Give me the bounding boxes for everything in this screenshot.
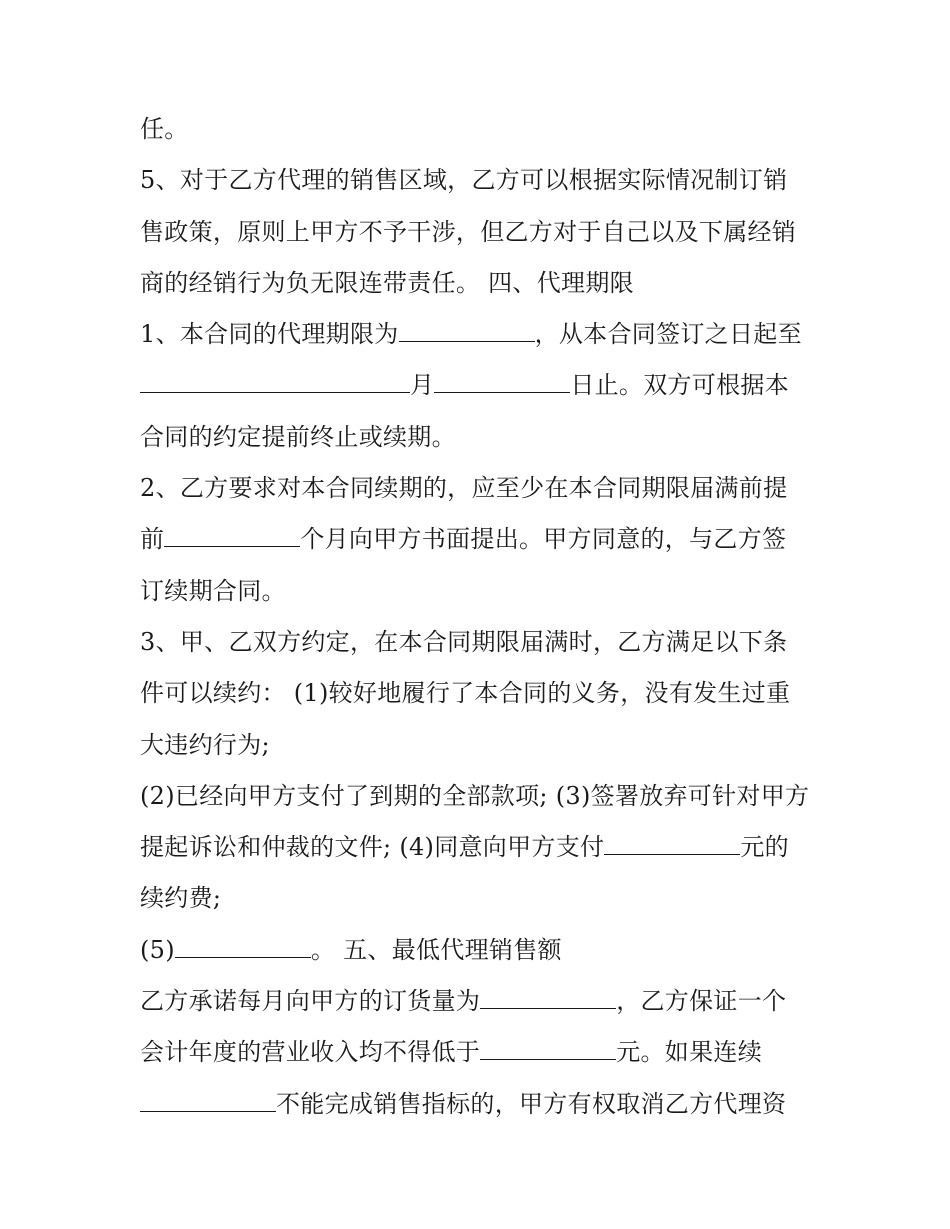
text-line: [140, 771, 820, 822]
text-line: [140, 720, 820, 771]
text-run: 任。: [140, 115, 189, 143]
text-line: [140, 925, 820, 976]
text-line: [140, 412, 820, 463]
document-body: [140, 104, 820, 1130]
text-run: (5): [140, 935, 175, 964]
text-line: [140, 514, 820, 565]
text-run: 不能完成销售指标的，甲方有权取消乙方代理资: [276, 1089, 787, 1118]
fill-in-blank: [164, 526, 300, 547]
text-line: [140, 1079, 820, 1130]
fill-in-blank: [140, 1091, 276, 1112]
text-run: 日止。双方可根据本: [570, 371, 790, 400]
text-run: 元的: [740, 833, 789, 862]
fill-in-blank: [604, 834, 740, 855]
text-run: 前: [140, 525, 165, 554]
text-line: [140, 617, 820, 668]
text-run: 件可以续约： (1)较好地履行了本合同的义务，没有发生过重: [140, 679, 791, 708]
text-line: [140, 309, 820, 360]
text-run: (2)已经向甲方支付了到期的全部款项; (3)签署放弃可针对甲方: [140, 781, 810, 810]
text-run: 会计年度的营业收入均不得低于: [140, 1038, 481, 1067]
text-line: [140, 976, 820, 1027]
text-line: [140, 155, 820, 206]
text-run: 3、甲、乙双方约定，在本合同期限届满时，乙方满足以下条: [140, 627, 788, 656]
text-run: 。 五、最低代理销售额: [310, 935, 562, 964]
fill-in-blank: [140, 372, 410, 393]
text-run: 2、乙方要求对本合同续期的，应至少在本合同期限届满前提: [140, 474, 788, 503]
text-run: 合同的约定提前终止或续期。: [140, 422, 456, 451]
fill-in-blank: [434, 372, 570, 393]
text-run: 个月向甲方书面提出。甲方同意的，与乙方签: [300, 525, 787, 554]
text-line: [140, 1027, 820, 1078]
text-run: ，乙方保证一个: [616, 987, 787, 1016]
text-line: [140, 873, 820, 924]
text-run: 售政策，原则上甲方不予干涉，但乙方对于自己以及下属经销: [140, 217, 797, 246]
text-run: 续约费;: [140, 884, 222, 913]
fill-in-blank: [480, 1039, 616, 1060]
text-run: 订续期合同。: [140, 576, 286, 605]
fill-in-blank: [399, 321, 535, 342]
fill-in-blank: [480, 988, 616, 1009]
text-line: [140, 566, 820, 617]
text-line: [140, 822, 820, 873]
text-run: 大违约行为;: [140, 730, 270, 759]
text-line: [140, 668, 820, 719]
text-line: [140, 104, 820, 155]
text-line: [140, 207, 820, 258]
text-line: [140, 258, 820, 309]
text-line: [140, 360, 820, 411]
text-run: 乙方承诺每月向甲方的订货量为: [140, 987, 481, 1016]
text-run: ，从本合同签订之日起至: [534, 320, 802, 349]
text-run: 提起诉讼和仲裁的文件; (4)同意向甲方支付: [140, 833, 605, 862]
fill-in-blank: [175, 937, 311, 958]
text-line: [140, 463, 820, 514]
text-run: 月: [410, 371, 435, 400]
text-run: 1、本合同的代理期限为: [140, 320, 399, 349]
text-run: 5、对于乙方代理的销售区域，乙方可以根据实际情况制订销: [140, 166, 788, 195]
text-run: 商的经销行为负无限连带责任。 四、代理期限: [140, 268, 634, 297]
text-run: 元。如果连续: [616, 1038, 763, 1067]
